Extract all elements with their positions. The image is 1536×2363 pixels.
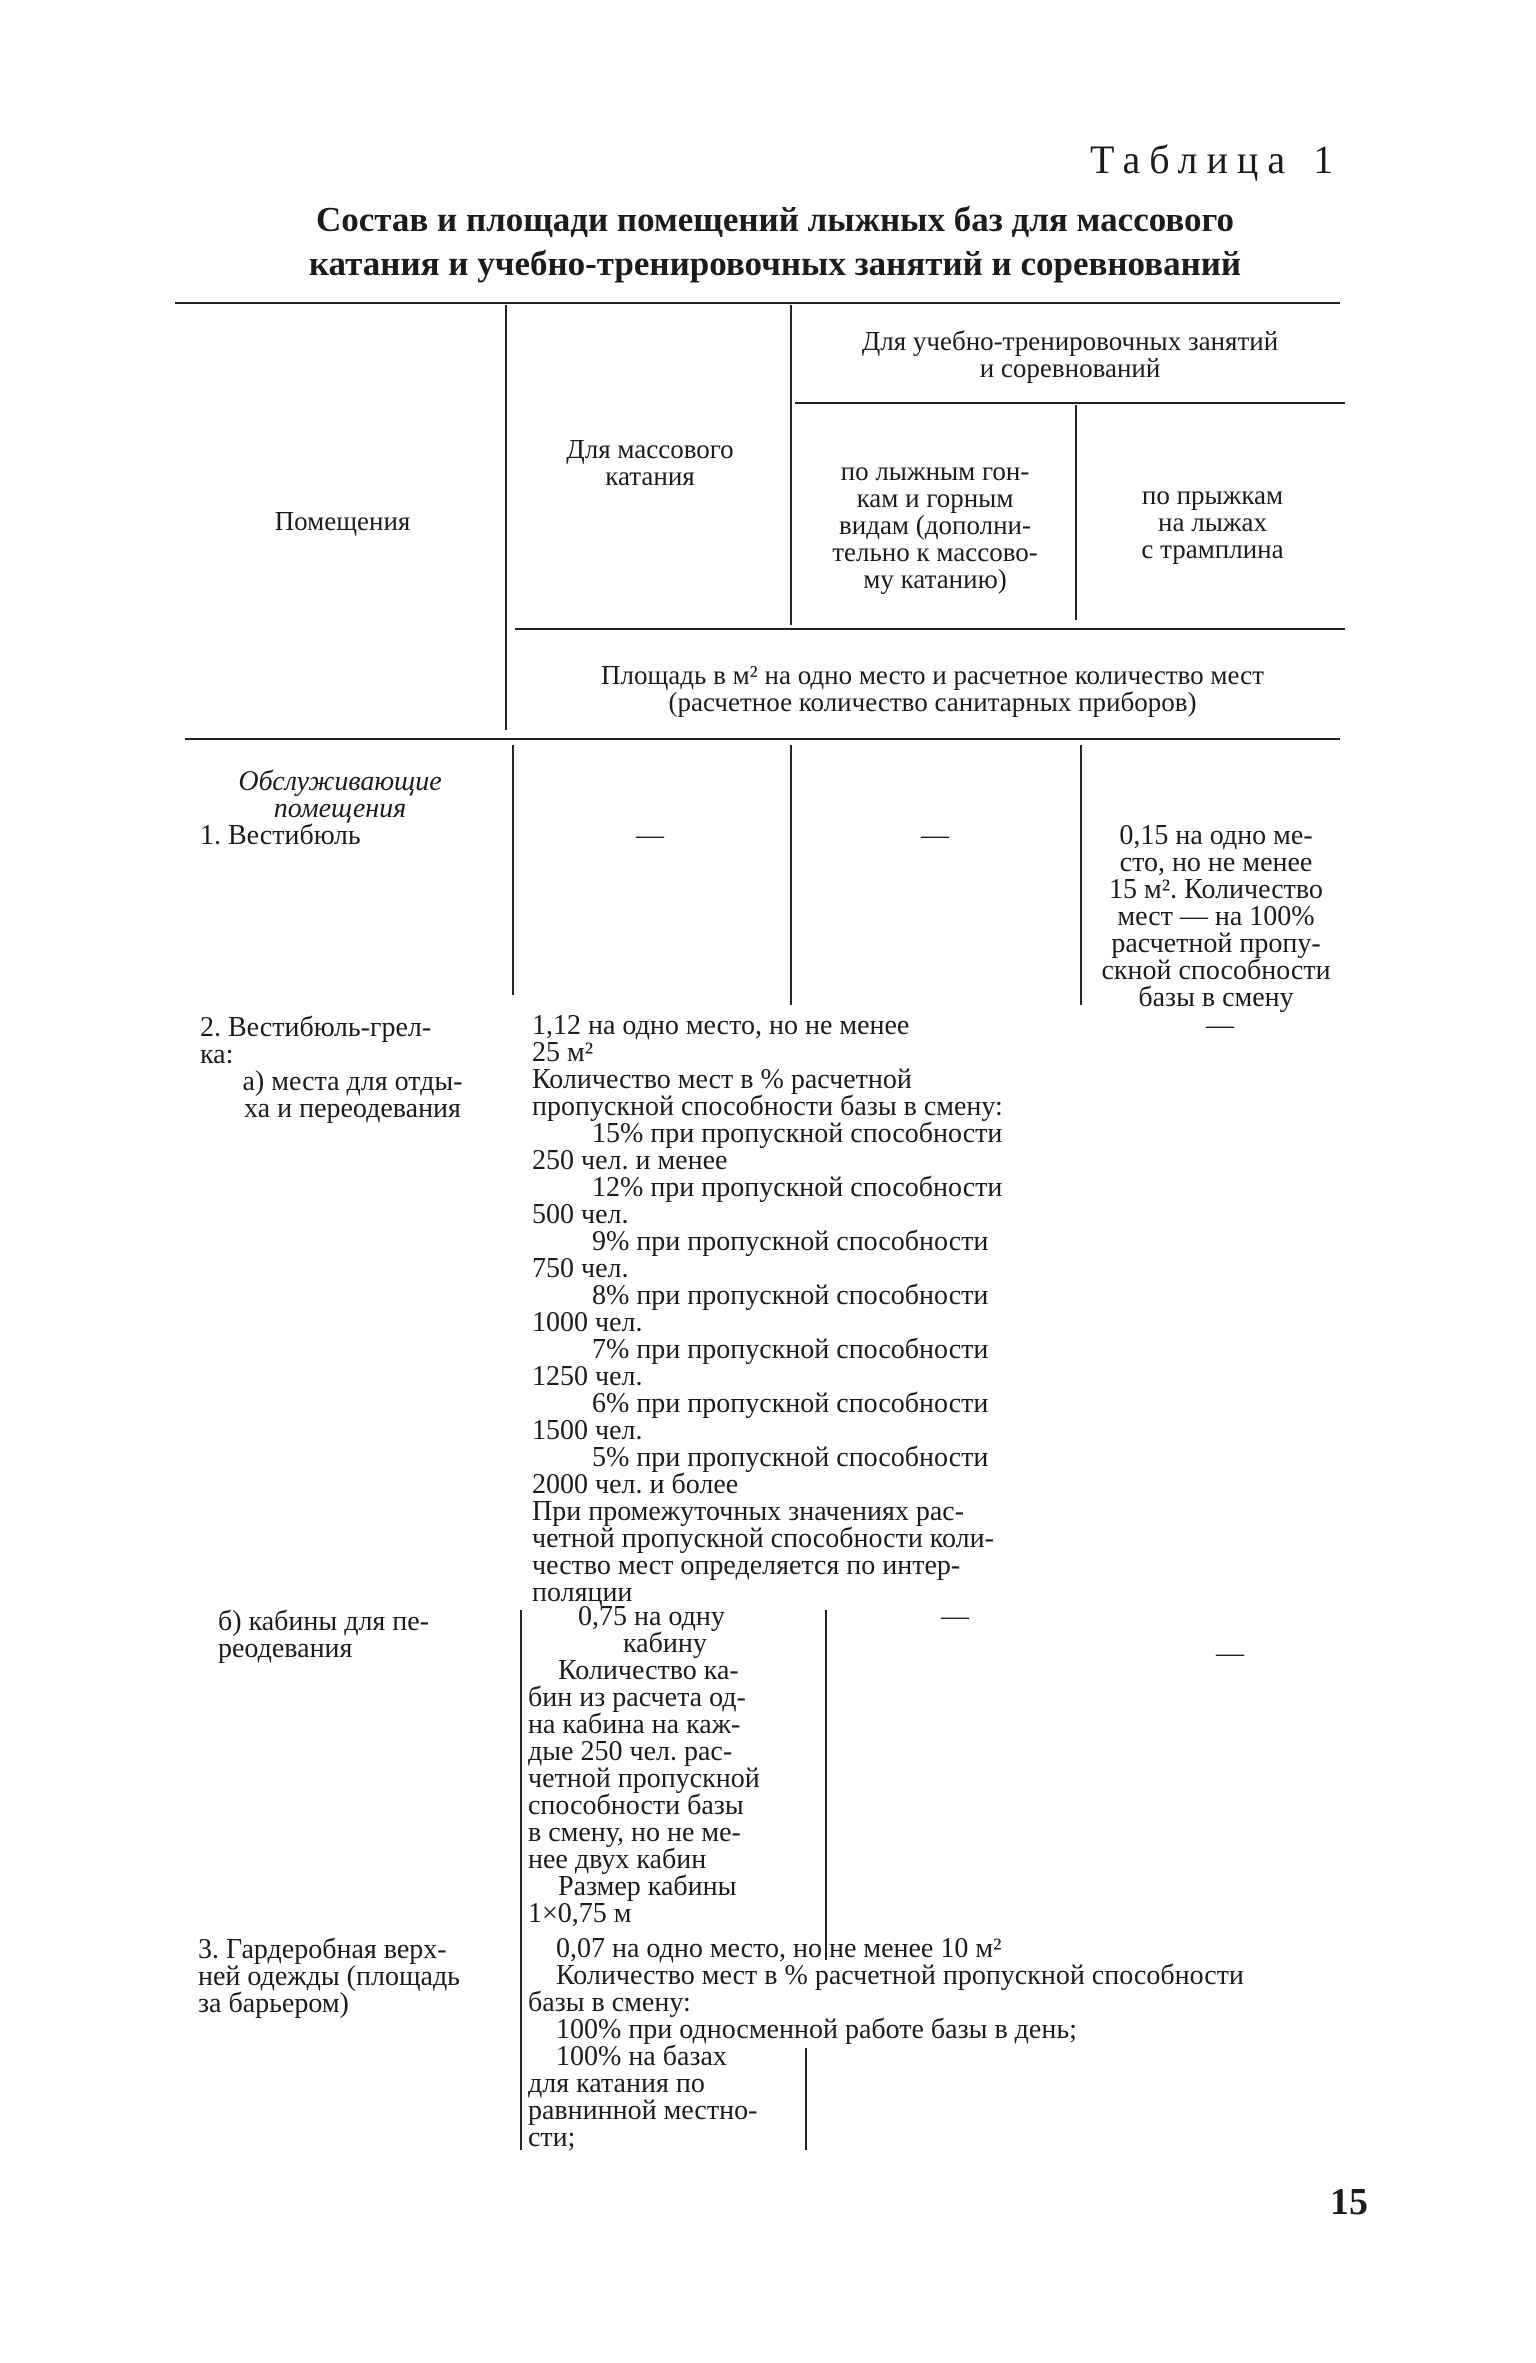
header-training: Для учебно-тренировочных занятий и соревнований <box>861 326 1279 383</box>
header-ski-racing: по лыжным гон- кам и горным видам (дополни- тельно к массово- му катанию) <box>832 456 1038 594</box>
body-divider-1b <box>520 1610 522 1960</box>
vestibule-jumping-value: 0,15 на одно ме- сто, но не менее 15 м². Количество мест — на 100% расчетной пропу- скной способности базы в смену <box>1101 820 1331 1013</box>
room-warming-vestibule: 2. Вестибюль-грел- ка: <box>200 1012 432 1070</box>
header-divider-3 <box>1075 405 1077 620</box>
title-line-2: катания и учебно-тренировочных занятий и соревнований <box>308 244 1242 283</box>
header-rooms: Помещения <box>274 506 411 536</box>
body-divider-4 <box>520 1960 522 2150</box>
header-area: Площадь в м² на одно место и расчетное количество мест (расчетное количество санитарных приборов) <box>601 660 1264 717</box>
title-line-1: Состав и площади помещений лыжных баз для массового <box>315 200 1235 239</box>
training-subheader-rule <box>795 402 1345 404</box>
booth-jumping-value: — <box>1216 1638 1244 1669</box>
vestibule-racing-value: — <box>921 820 949 851</box>
header-ski-jumping: по прыжкам на лыжах с трамплина <box>1141 480 1284 564</box>
room-vestibule: 1. Вестибюль <box>200 820 361 851</box>
booth-norms: 0,75 на одну кабину Количество ка- бин из расчета од- на кабина на каж- дые 250 чел. рас- четной пропускной способности базы в смену, но не ме- нее двух кабин Размер кабины 1×0,75 м <box>528 1601 760 1929</box>
body-divider-2b <box>825 1610 827 1960</box>
page-number: 15 <box>1330 2181 1368 2223</box>
table-number: Таблица 1 <box>1090 137 1343 182</box>
body-divider-2a <box>790 745 792 1005</box>
header-bottom-rule <box>185 738 1340 740</box>
header-divider-2 <box>790 305 792 625</box>
warming-jumping-value: — <box>1206 1010 1234 1041</box>
area-header-rule <box>515 628 1345 630</box>
room-rest-places: а) места для отды- ха и переодевания <box>242 1066 463 1124</box>
cloakroom-norms: 0,07 на одно место, но не менее 10 м² Количество мест в % расчетной пропускной способности базы в смену: 100% при односменной работе базы в день; 100% на базах для катания по равнинной местно- сти; <box>528 1933 1244 2153</box>
vestibule-mass-value: — <box>636 820 664 851</box>
header-mass-skiing: Для массового катания <box>566 434 734 491</box>
section-service-rooms: Обслуживающие помещения <box>238 766 442 824</box>
room-changing-booths: б) кабины для пе- реодевания <box>218 1606 430 1664</box>
table-title <box>150 198 1400 286</box>
header-divider-1 <box>505 305 507 730</box>
body-divider-3 <box>1080 745 1082 1005</box>
rest-places-norms: 1,12 на одно место, но не менее 25 м² Количество мест в % расчетной пропускной способности базы в смену: 15% при пропускной способности 250 чел. и менее 12% при пропускной способности 500 чел. 9% при пропускной способности 750 чел. 8% при пропускной способности 1000 чел. 7% при пропускной способности 1250 чел. 6% при пропускной способности 1500 чел. 5% при пропускной способности 2000 чел. и более При промежуточных значениях рас- четной пропускной способности коли- чество мест определяется по интер- поляции <box>532 1010 1003 1608</box>
room-cloakroom: 3. Гардеробная верх- ней одежды (площадь за барьером) <box>198 1934 460 2019</box>
table-top-rule <box>175 302 1340 304</box>
body-divider-1a <box>512 745 514 995</box>
booth-racing-value: — <box>941 1601 969 1632</box>
